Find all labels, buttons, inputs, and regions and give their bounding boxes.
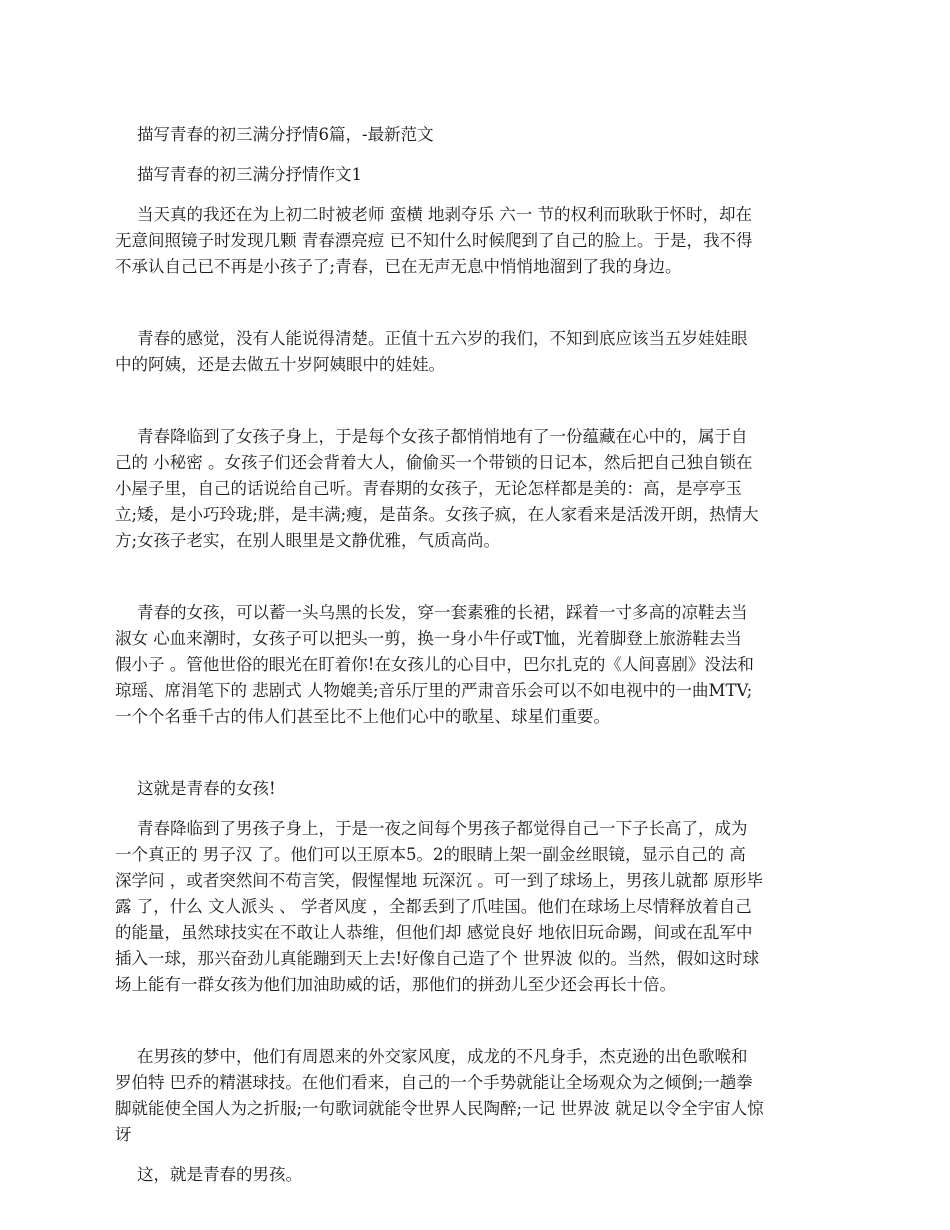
paragraph-line: 露 了，什么 文人派头 、 学者风度 ，全都丢到了爪哇国。他们在球场上尽情释放着自己: [115, 897, 752, 916]
paragraph-line: 小屋子里，自己的话说给自己听。青春期的女孩子，无论怎样都是美的：高，是亭亭玉: [115, 479, 742, 498]
paragraph-line: 罗伯特 巴乔的精湛球技。在他们看来，自己的一个手势就能让全场观众为之倾倒;一趟拳: [115, 1073, 753, 1092]
paragraph-line: 中的阿姨，还是去做五十岁阿姨眼中的娃娃。: [115, 355, 445, 374]
paragraph-line: 插入一球，那兴奋劲儿真能蹦到天上去!好像自己造了个 世界波 似的。当然，假如这时球: [115, 949, 760, 968]
paragraph-line: 这，就是青春的男孩。: [137, 1165, 302, 1184]
paragraph-line: 脚就能使全国人为之折服;一句歌词就能令世界人民陶醉;一记 世界波 就足以令全宇宙人惊: [115, 1099, 764, 1118]
paragraph-line: 青春降临到了女孩子身上，于是每个女孩子都悄悄地有了一份蕴藏在心中的，属于自: [137, 427, 748, 446]
paragraph-line: 在男孩的梦中，他们有周恩来的外交家风度，成龙的不凡身手，杰克逊的出色歌喉和: [137, 1047, 748, 1066]
paragraph-4: [115, 600, 830, 730]
document-subtitle: 描写青春的初三满分抒情作文1: [137, 165, 362, 184]
paragraph-line: 琼瑶、席涓笔下的 悲剧式 人物媲美;音乐厅里的严肃音乐会可以不如电视中的一曲MTV;: [115, 681, 753, 700]
paragraph-line: 己的 小秘密 。女孩子们还会背着大人，偷偷买一个带锁的日记本，然后把自己独自锁在: [115, 453, 753, 472]
paragraph-6: [115, 816, 830, 998]
document-title: 描写青春的初三满分抒情6篇，-最新范文: [137, 125, 434, 144]
paragraph-line: 淑女 心血来潮时，女孩子可以把头一剪，换一身小牛仔或T恤，光着脚登上旅游鞋去当: [115, 629, 742, 648]
paragraph-line: 青春的感觉，没有人能说得清楚。正值十五六岁的我们，不知到底应该当五岁娃娃眼: [137, 329, 748, 348]
paragraph-line: 假小子 。管他世俗的眼光在盯着你!在女孩儿的心目中，巴尔扎克的《人间喜剧》没法和: [115, 655, 754, 674]
paragraph-3: [115, 424, 830, 554]
paragraph-line: 无意间照镜子时发现几颗 青春漂亮痘 已不知什么时候爬到了自己的脸上。于是，我不得: [115, 231, 753, 250]
paragraph-line: 当天真的我还在为上初二时被老师 蛮横 地剥夺乐 六一 节的权利而耿耿于怀时，却在: [137, 205, 752, 224]
paragraph-line: 一个真正的 男子汉 了。他们可以王原本5。2的眼睛上架一副金丝眼镜，显示自己的 高: [115, 845, 746, 864]
paragraph-line: 不承认自己已不再是小孩子了;青春，已在无声无息中悄悄地溜到了我的身边。: [115, 257, 682, 276]
paragraph-line: 深学问 ，或者突然间不苟言笑，假惺惺地 玩深沉 。可一到了球场上，男孩儿就都 原形毕: [115, 871, 763, 890]
paragraph-7: [115, 1044, 830, 1148]
paragraph-line: 场上能有一群女孩为他们加油助威的话，那他们的拼劲儿至少还会再长十倍。: [115, 975, 676, 994]
paragraph-2: [115, 326, 830, 378]
paragraph-1: [115, 202, 830, 280]
paragraph-line: 方;女孩子老实，在别人眼里是文静优雅，气质高尚。: [115, 531, 501, 550]
document-page: [115, 122, 830, 1188]
paragraph-line: 讶: [115, 1125, 132, 1144]
paragraph-8: [115, 1162, 830, 1188]
paragraph-line: 的能量，虽然球技实在不敢让人恭维，但他们却 感觉良好 地依旧玩命踢，间或在乱军中: [115, 923, 753, 942]
paragraph-line: 立;矮，是小巧玲珑;胖，是丰满;瘦，是苗条。女孩子疯，在人家看来是活泼开朗，热情大: [115, 505, 759, 524]
paragraph-line: 一个个名垂千古的伟人们甚至比不上他们心中的歌星、球星们重要。: [115, 707, 610, 726]
paragraph-line: 这就是青春的女孩!: [137, 779, 276, 798]
paragraph-line: 青春的女孩，可以蓄一头乌黑的长发，穿一套素雅的长裙，踩着一寸多高的凉鞋去当: [137, 603, 748, 622]
paragraph-line: 青春降临到了男孩子身上，于是一夜之间每个男孩子都觉得自己一下子长高了，成为: [137, 819, 748, 838]
paragraph-5: [115, 776, 830, 802]
